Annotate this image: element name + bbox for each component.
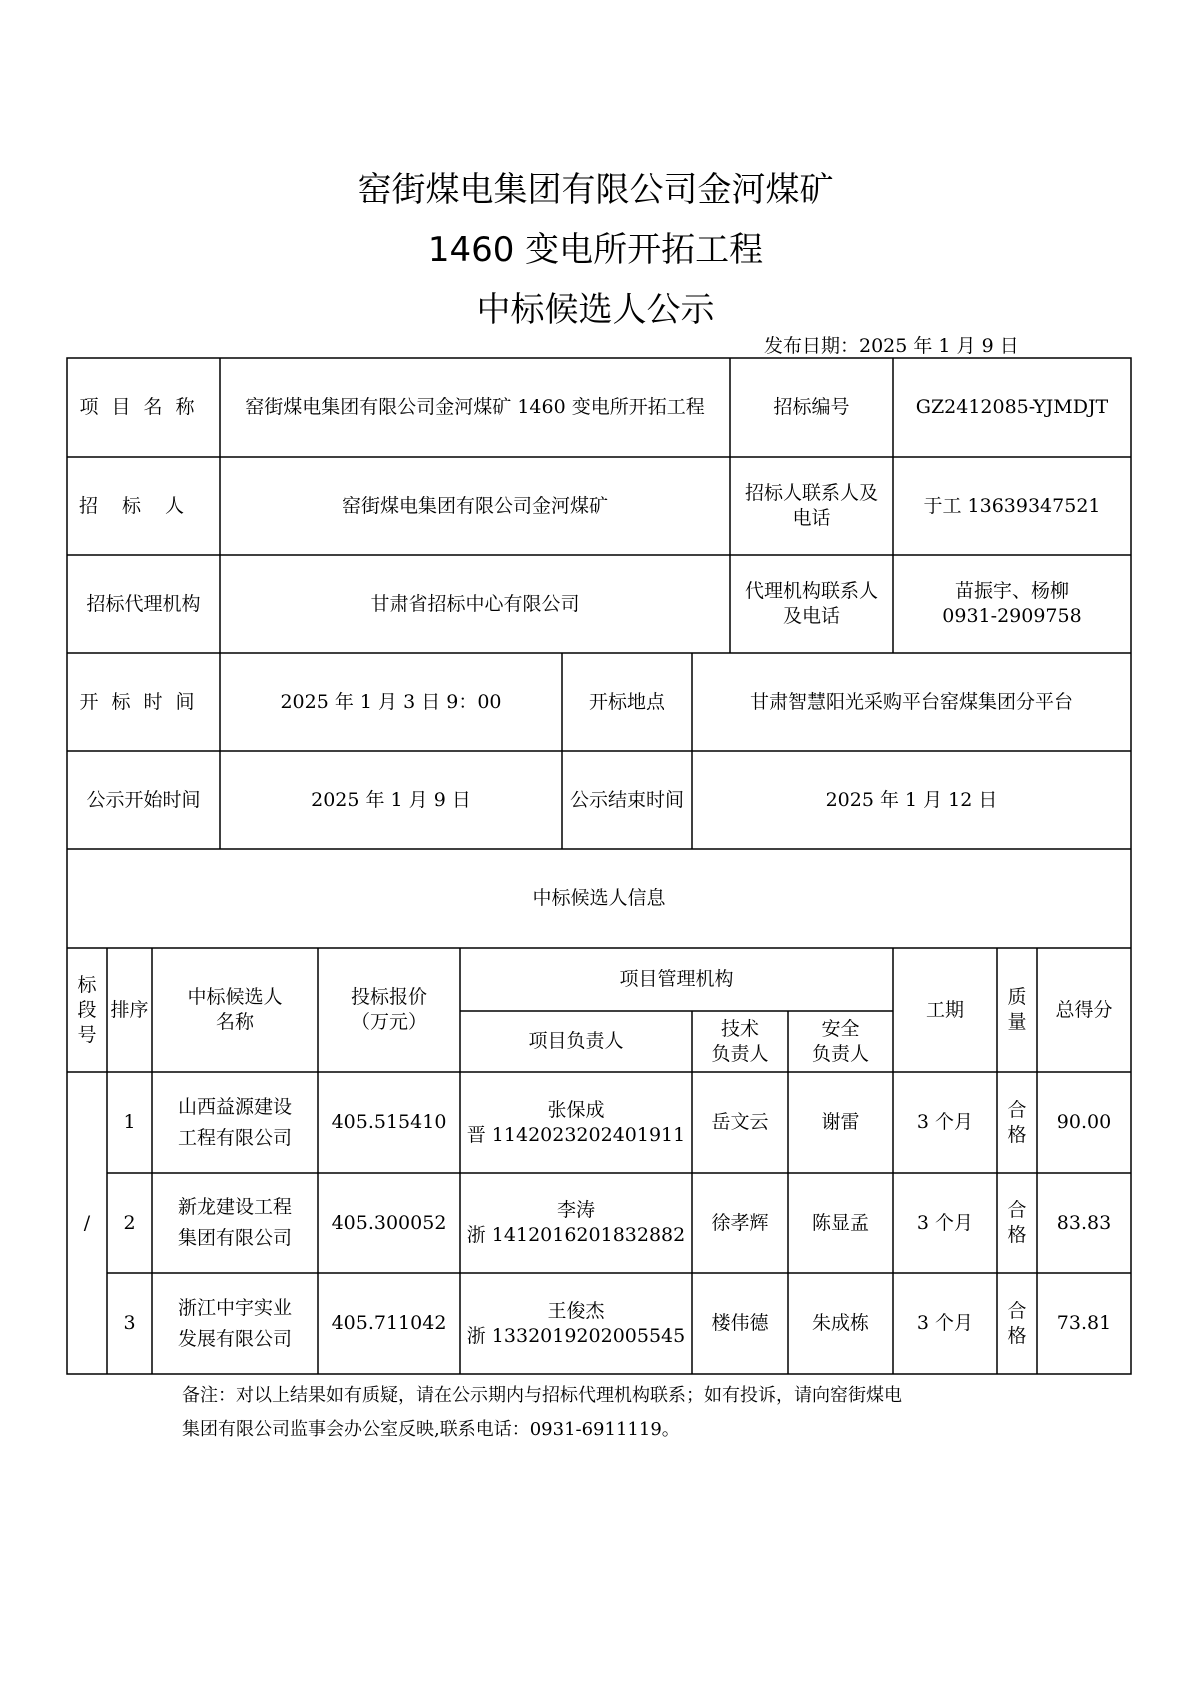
row-2-name: 新龙建设工程 集团有限公司 [177, 1196, 292, 1249]
row-3-duration: 3 个月 [916, 1312, 974, 1334]
agency-label: 招标代理机构 [86, 592, 201, 615]
tenderer-label: 招标人 [78, 494, 208, 517]
header-rank: 排序 [110, 998, 149, 1021]
row-1-safety: 谢雷 [821, 1111, 860, 1133]
tender-no: GZ2412085-YJMDJT [915, 396, 1109, 418]
tenderer-contact-label: 招标人联系人及 电话 [744, 482, 878, 529]
notice-start-label: 公示开始时间 [86, 788, 201, 811]
row-2-tech: 徐孝辉 [711, 1211, 769, 1234]
row-3-pm: 王俊杰 浙 1332019202005545 [466, 1299, 686, 1347]
row-1-duration: 3 个月 [916, 1111, 974, 1133]
project-name-label: 项目名称 [79, 396, 208, 418]
header-name: 中标候选人 名称 [187, 986, 283, 1033]
row-3-score: 73.81 [1056, 1312, 1112, 1334]
row-3-quality: 合 格 [1007, 1299, 1027, 1347]
row-1-pm: 张保成 晋 1142023202401911 [466, 1098, 686, 1146]
agency-contact-label: 代理机构联系人 及电话 [744, 580, 878, 627]
row-3-rank: 3 [123, 1312, 136, 1334]
header-pm: 项目负责人 [528, 1030, 624, 1052]
open-place-label: 开标地点 [588, 690, 665, 713]
row-3-price: 405.711042 [331, 1312, 447, 1334]
row-2-rank: 2 [123, 1211, 136, 1234]
title-line-2: 1460 变电所开拓工程 [427, 230, 764, 270]
lot-value: / [83, 1211, 91, 1234]
row-1-name: 山西益源建设 工程有限公司 [177, 1095, 292, 1149]
row-2-quality: 合 格 [1007, 1199, 1027, 1246]
tender-no-label: 招标编号 [773, 396, 850, 418]
row-1-tech: 岳文云 [711, 1111, 769, 1133]
header-duration: 工期 [925, 998, 964, 1021]
agency: 甘肃省招标中心有限公司 [370, 592, 580, 615]
title-line-1: 窑街煤电集团有限公司金河煤矿 [357, 170, 834, 210]
header-mgmt: 项目管理机构 [619, 968, 734, 990]
note-line-2: 集团有限公司监事会办公室反映,联系电话：0931-6911119。 [182, 1419, 680, 1440]
header-price: 投标报价 （万元） [350, 986, 427, 1033]
row-2-pm: 李涛 浙 1412016201832882 [466, 1199, 686, 1246]
row-1-rank: 1 [123, 1111, 136, 1133]
project-name: 窑街煤电集团有限公司金河煤矿 1460 变电所开拓工程 [245, 396, 705, 418]
row-1-score: 90.00 [1056, 1111, 1112, 1133]
open-time: 2025 年 1 月 3 日 9：00 [280, 690, 502, 713]
row-3-name: 浙江中宇实业 发展有限公司 [177, 1296, 292, 1350]
note-line-1: 备注：对以上结果如有质疑，请在公示期内与招标代理机构联系；如有投诉，请向窑街煤电 [182, 1385, 902, 1406]
tenderer: 窑街煤电集团有限公司金河煤矿 [341, 494, 608, 517]
header-score: 总得分 [1055, 998, 1113, 1021]
open-time-label: 开标时间 [79, 690, 208, 713]
header-lot-no: 标 段 号 [77, 973, 97, 1046]
header-quality: 质 量 [1007, 986, 1027, 1033]
header-safety: 安全 负责人 [811, 1017, 869, 1065]
notice-start: 2025 年 1 月 9 日 [311, 788, 471, 811]
open-place: 甘肃智慧阳光采购平台窑煤集团分平台 [749, 690, 1073, 713]
row-3-tech: 楼伟德 [711, 1312, 769, 1334]
row-2-price: 405.300052 [331, 1211, 447, 1234]
row-2-safety: 陈显孟 [811, 1211, 869, 1234]
notice-end-label: 公示结束时间 [569, 788, 684, 811]
title-line-3: 中标候选人公示 [476, 290, 715, 330]
header-tech: 技术 负责人 [711, 1017, 769, 1065]
row-1-quality: 合 格 [1007, 1098, 1027, 1146]
section-title: 中标候选人信息 [532, 887, 666, 909]
agency-contact: 苗振宇、杨柳 0931-2909758 [942, 580, 1082, 627]
row-3-safety: 朱成栋 [811, 1312, 869, 1334]
row-2-score: 83.83 [1056, 1211, 1112, 1234]
notice-end: 2025 年 1 月 12 日 [825, 788, 998, 811]
publish-date: 发布日期：2025 年 1 月 9 日 [764, 335, 1019, 357]
row-2-duration: 3 个月 [916, 1211, 974, 1234]
tenderer-contact: 于工 13639347521 [923, 494, 1101, 517]
row-1-price: 405.515410 [331, 1111, 447, 1133]
